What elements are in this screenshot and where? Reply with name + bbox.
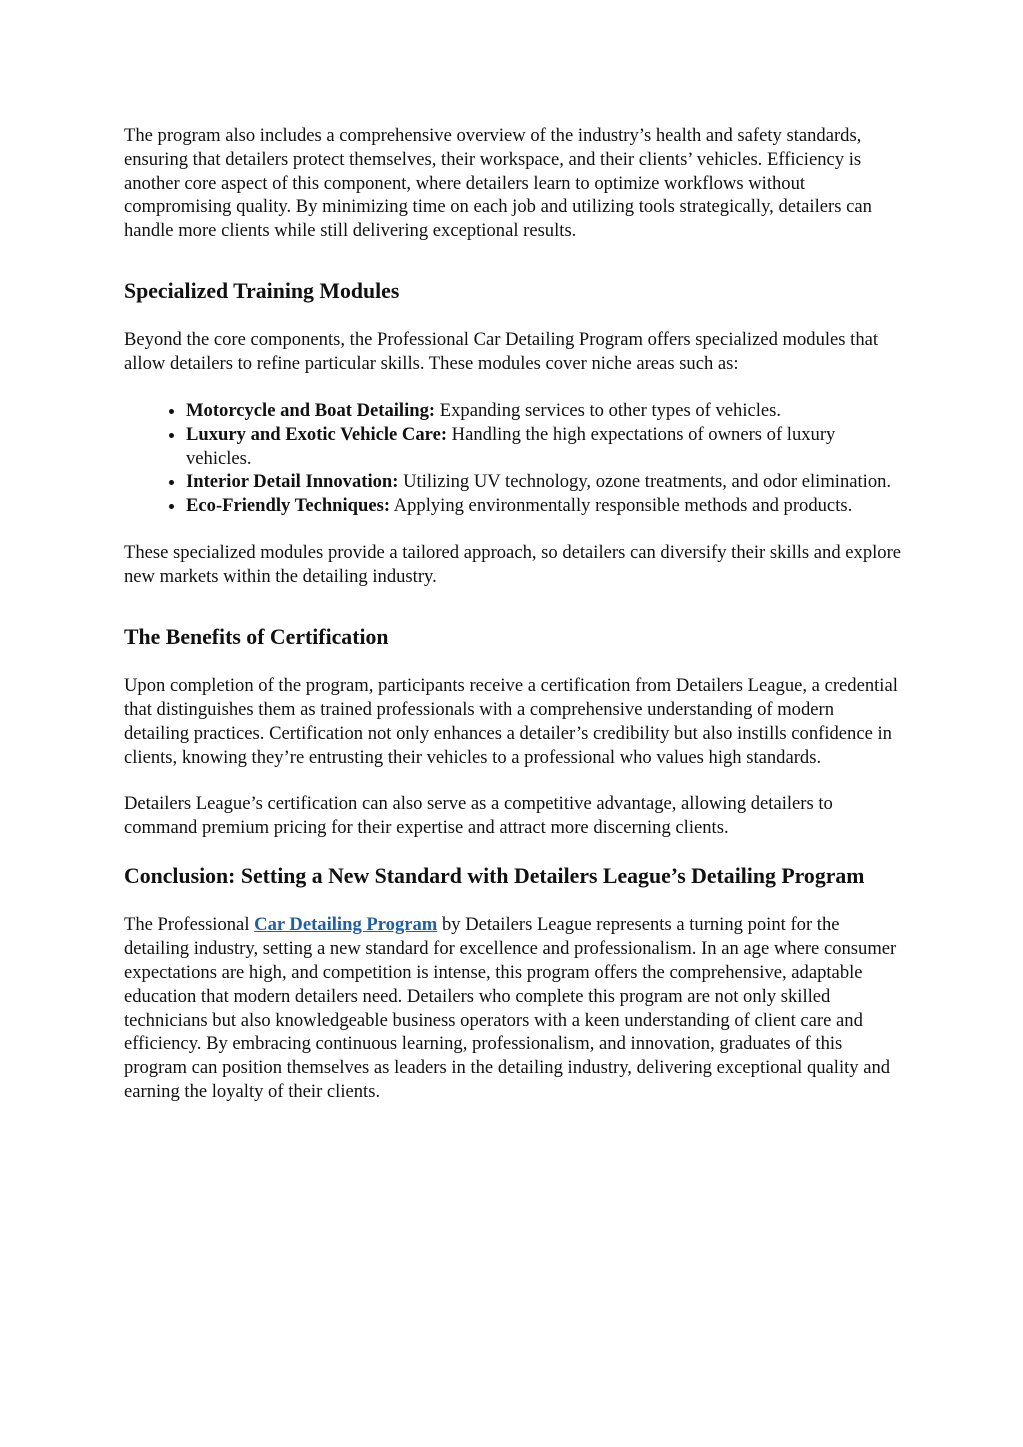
intro-paragraph: The program also includes a comprehensive overview of the industry’s health and safety standards, ensuring that detailers protect themselves, their workspace, and their clients’ vehicles. Efficiency is another core aspect of this component, where detailers learn to optimize workflows without compromising quality. By minimizing time on each job and utilizing tools strategically, detailers can handle more clients while still delivering exceptional results. [124, 125, 872, 242]
list-item-term: Luxury and Exotic Vehicle Care: [186, 423, 448, 445]
specialized-closing-paragraph: These specialized modules provide a tailored approach, so detailers can diversify their skills and explore new markets within the detailing industry. [124, 542, 902, 587]
document-page [124, 124, 902, 1104]
list-item-term: Motorcycle and Boat Detailing: [186, 400, 436, 422]
list-item-text: Expanding services to other types of vehicles. [435, 400, 782, 422]
list-item [186, 494, 902, 518]
list-item-term: Eco-Friendly Techniques: [186, 495, 391, 517]
heading-conclusion: Conclusion: Setting a New Standard with Detailers League’s Detailing Program [124, 863, 865, 888]
heading-benefits-of-certification: The Benefits of Certification [124, 624, 389, 649]
conclusion-text-before-link: The Professional [124, 914, 255, 936]
conclusion-paragraph [124, 913, 902, 1103]
specialized-intro-paragraph: Beyond the core components, the Professional Car Detailing Program offers specialized modules that allow detailers to refine particular skills. These modules cover niche areas such as: [124, 329, 879, 375]
benefits-paragraph-2: Detailers League’s certification can also serve as a competitive advantage, allowing detailers to command premium pricing for their expertise and attract more discerning clients. [124, 793, 833, 839]
conclusion-text-after-link: by Detailers League represents a turning point for the detailing industry, setting a new standard for excellence and professionalism. In an age where consumer expectations are high, and competition is intense, this program offers the comprehensive, adaptable education that modern detailers need. Detailers who complete this program are not only skilled technicians but also knowledgeable business operators with a keen understanding of client care and efficiency. By embracing continuous learning, professionalism, and innovation, graduates of this program can position themselves as leaders in the detailing industry, delivering exceptional quality and earning the loyalty of their clients. [124, 914, 897, 1103]
list-item [186, 470, 902, 494]
list-item [186, 399, 902, 423]
specialized-modules-list [124, 399, 902, 518]
list-item-text: Utilizing UV technology, ozone treatments, and odor elimination. [398, 471, 892, 493]
list-item-text: Handling the high expectations of owners of luxury vehicles. [186, 423, 836, 469]
list-item [186, 423, 902, 471]
heading-specialized-training: Specialized Training Modules [124, 278, 400, 303]
car-detailing-program-link[interactable]: Car Detailing Program [254, 914, 438, 936]
list-item-term: Interior Detail Innovation: [186, 471, 399, 493]
benefits-paragraph-1: Upon completion of the program, participants receive a certification from Detailers League, a credential that distinguishes them as trained professionals with a comprehensive understanding of modern detailing practices. Certification not only enhances a detailer’s credibility but also instills confidence in clients, knowing they’re entrusting their vehicles to a professional who values high standards. [124, 675, 898, 768]
list-item-text: Applying environmentally responsible methods and products. [390, 495, 853, 517]
